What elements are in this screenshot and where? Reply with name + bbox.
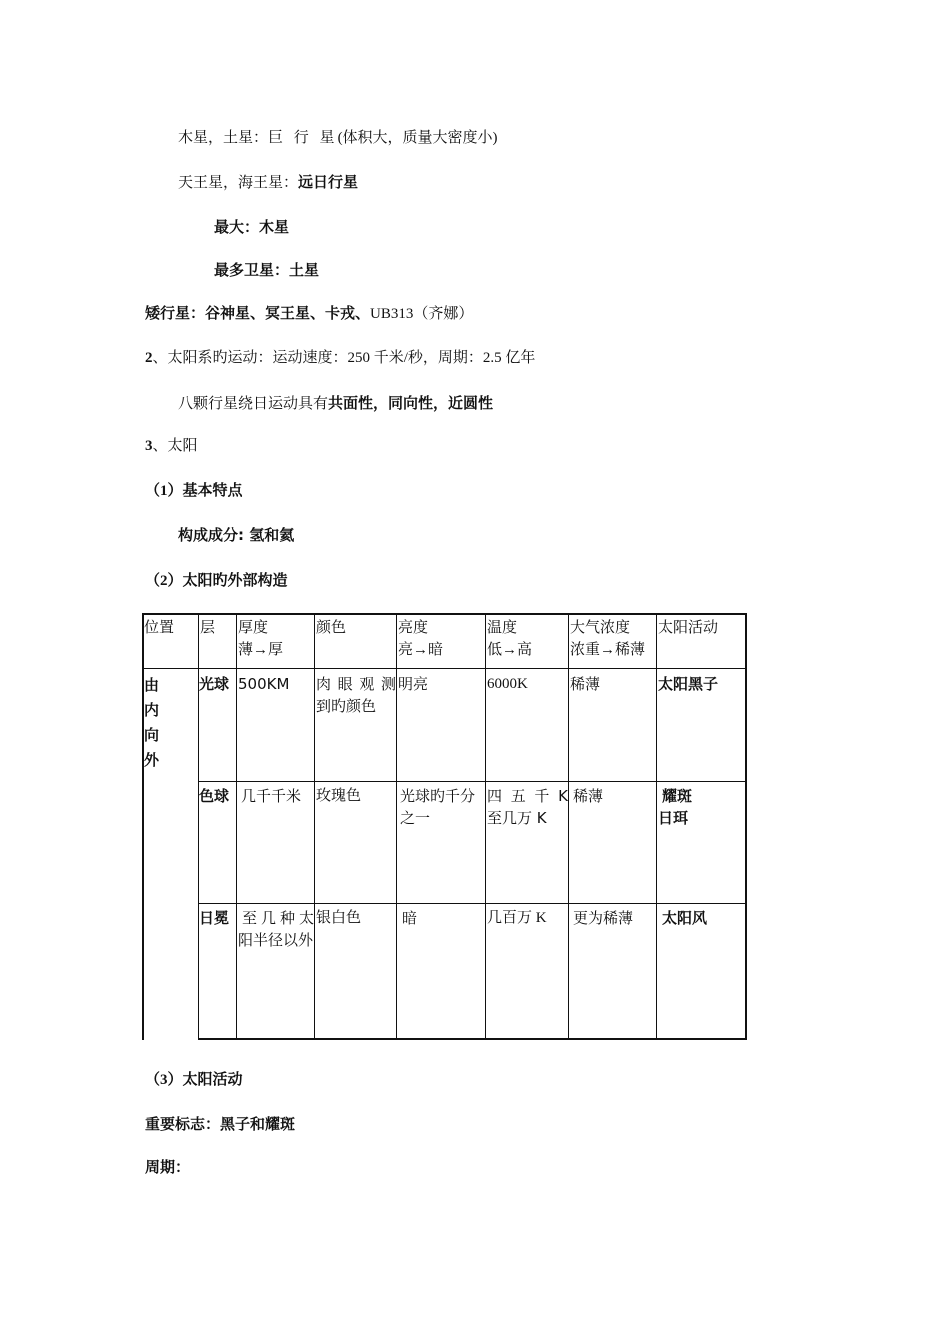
line-text-emph: 基本特点 [182, 481, 243, 499]
row-photosphere-activity: 太阳黑子 [658, 675, 719, 693]
header-brightness [398, 617, 485, 661]
row-photosphere-brightness: 明亮 [398, 675, 429, 693]
header-thickness-label: 厚度 [238, 620, 269, 636]
direction-label [144, 673, 194, 773]
table-rule [198, 903, 747, 904]
header-temperature-direction: 低→高 [487, 642, 533, 658]
row-photosphere-layer: 光球 [199, 675, 230, 693]
header-density-label: 大气浓度 [570, 620, 631, 636]
header-brightness-label: 亮度 [398, 620, 429, 636]
row-corona-brightness: 暗 [402, 909, 418, 927]
table-rule [485, 613, 486, 1040]
line-text-emph: 巨 行 星 [268, 128, 338, 146]
row-corona-layer: 日冕 [199, 909, 230, 927]
section-number: 3 [145, 438, 153, 454]
header-temperature-label: 温度 [487, 620, 518, 636]
header-density [570, 617, 656, 661]
header-density-direction: 浓重→稀薄 [570, 642, 646, 658]
text-line-key-indicators: 重要标志：黑子和耀斑 [145, 1115, 296, 1133]
row-corona-color: 银白色 [316, 910, 362, 926]
activity-flare: 耀斑 [662, 787, 693, 805]
direction-char: 内 [144, 701, 160, 719]
text-line-period: 周期： [145, 1158, 191, 1176]
line-text: 木星，土星： [178, 130, 269, 146]
table-rule [198, 1038, 747, 1040]
activity-prominence: 日珥 [658, 809, 689, 827]
header-thickness-direction: 薄→厚 [238, 642, 284, 658]
row-corona-temperature: 几百万 K [487, 910, 547, 926]
line-text-emph: 太阳活动 [182, 1070, 243, 1088]
direction-char: 外 [144, 751, 160, 769]
text-line-ice-giants [178, 172, 358, 193]
table-rule [745, 613, 747, 1040]
row-chromosphere-layer: 色球 [199, 787, 230, 805]
text-line-orbit-properties [178, 393, 493, 414]
row-photosphere-color: 肉 眼 观 测到旳颜色 [316, 675, 396, 715]
row-corona-thickness: 至几种太阳半径以外 [238, 909, 314, 949]
section-number: （2） [145, 573, 183, 589]
row-chromosphere-brightness: 光球旳千分之一 [400, 787, 476, 827]
table-rule [656, 613, 657, 1040]
section-number: （3） [145, 1072, 183, 1088]
line-text-emph: 远日行星 [298, 173, 359, 191]
row-chromosphere-density: 稀薄 [573, 787, 604, 805]
line-text: 八颗行星绕日运动具有 [178, 396, 329, 412]
text-line-largest: 最大：木星 [214, 218, 290, 236]
line-text: (体积大，质量大密度小) [337, 130, 498, 146]
sun-structure-table [142, 613, 747, 1040]
line-text-emph: 矮行星：谷神星、冥王星、卡戎、 [145, 304, 371, 322]
line-text: 、太阳系旳运动：运动速度：250 千米/秒，周期：2.5 亿年 [152, 350, 536, 366]
row-photosphere-density: 稀薄 [570, 675, 601, 693]
header-temperature [487, 617, 568, 661]
table-rule [236, 613, 237, 1040]
section-number: （1） [145, 483, 183, 499]
header-activity: 太阳活动 [658, 620, 719, 636]
row-photosphere-temperature: 6000K [487, 676, 528, 692]
text-line-most-moons: 最多卫星：土星 [214, 261, 320, 279]
line-text: 天王星，海王星： [178, 175, 299, 191]
table-rule [198, 781, 747, 782]
header-brightness-direction: 亮→暗 [398, 642, 444, 658]
row-chromosphere-color: 玫瑰色 [316, 788, 362, 804]
row-chromosphere-activity [658, 785, 745, 829]
line-text: UB313（齐娜） [370, 306, 474, 322]
row-chromosphere-temperature: 四 五 千 K 至几万 K [487, 787, 568, 827]
heading-outer-structure [145, 570, 288, 591]
header-layer: 层 [200, 620, 216, 636]
line-text-emph: 共面性，同向性，近圆性 [328, 394, 494, 412]
text-line-gas-giants [178, 127, 498, 148]
row-corona-activity: 太阳风 [662, 909, 708, 927]
header-thickness [238, 617, 314, 661]
table-rule [396, 613, 397, 1040]
heading-sun [145, 436, 198, 456]
direction-char: 由 [144, 676, 160, 694]
text-line-composition: 构成成分: 氢和氦 [178, 526, 295, 544]
direction-char: 向 [144, 726, 160, 744]
row-chromosphere-thickness: 几千千米 [241, 787, 302, 805]
row-corona-density: 更为稀薄 [573, 909, 634, 927]
heading-basic-features [145, 480, 243, 501]
line-text: 、太阳 [152, 438, 198, 454]
row-photosphere-thickness: 500KM [238, 675, 290, 693]
header-color: 颜色 [316, 620, 347, 636]
table-rule [568, 613, 569, 1040]
text-line-solar-motion [145, 348, 535, 368]
table-rule [314, 613, 315, 1040]
line-text-emph: 太阳旳外部构造 [182, 571, 288, 589]
section-number: 2 [145, 350, 153, 366]
header-position: 位置 [144, 620, 175, 636]
text-line-dwarf-planets [145, 303, 473, 324]
heading-solar-activity [145, 1069, 243, 1090]
